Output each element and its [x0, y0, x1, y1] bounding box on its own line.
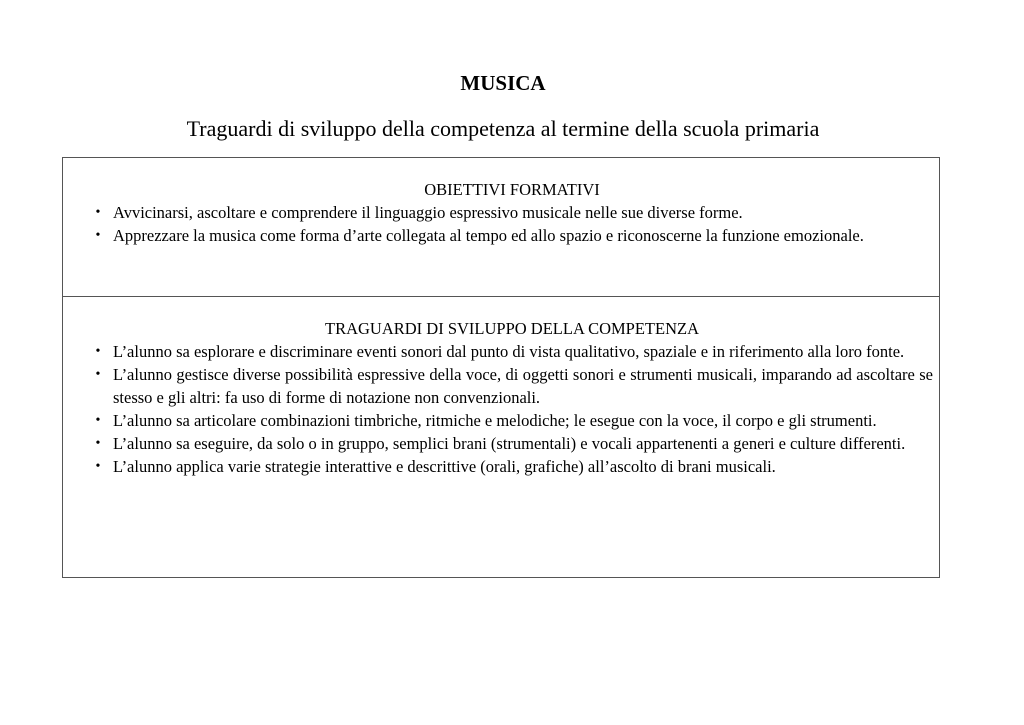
document-title: MUSICA — [460, 71, 546, 95]
list-item — [91, 340, 933, 363]
list-item-text: Avvicinarsi, ascoltare e comprendere il linguaggio espressivo musicale nelle sue diverse forme. — [113, 203, 743, 222]
content-table — [62, 157, 940, 578]
bullet-icon: • — [95, 367, 101, 382]
section-traguardi-sviluppo — [63, 297, 939, 577]
bullet-icon: • — [95, 205, 101, 220]
list-item-text: L’alunno gestisce diverse possibilità espressive della voce, di oggetti sonori e strumenti musicali, imparando ad ascoltare se stesso e gli altri: fa uso di forme di notazione non convenzionali. — [113, 365, 933, 407]
bullet-icon: • — [95, 228, 101, 243]
section-heading: OBIETTIVI FORMATIVI — [424, 180, 600, 199]
list-item — [91, 455, 933, 478]
bullet-list — [91, 340, 933, 478]
bullet-icon: • — [95, 344, 101, 359]
list-item-text: Apprezzare la musica come forma d’arte collegata al tempo ed allo spazio e riconoscerne la funzione emozionale. — [113, 226, 864, 245]
list-item-text: L’alunno sa eseguire, da solo o in gruppo, semplici brani (strumentali) e vocali appartenenti a generi e culture differenti. — [113, 434, 906, 453]
bullet-list — [91, 201, 933, 247]
list-item-text: L’alunno sa esplorare e discriminare eventi sonori dal punto di vista qualitativo, spaziale e in riferimento alla loro fonte. — [113, 342, 905, 361]
section-heading: TRAGUARDI DI SVILUPPO DELLA COMPETENZA — [325, 319, 699, 338]
list-item — [91, 409, 933, 432]
list-item — [91, 363, 933, 409]
list-item-text: L’alunno applica varie strategie interattive e descrittive (orali, grafiche) all’ascolto di brani musicali. — [113, 457, 776, 476]
list-item — [91, 224, 933, 247]
bullet-icon: • — [95, 436, 101, 451]
list-item — [91, 201, 933, 224]
document-subtitle: Traguardi di sviluppo della competenza al termine della scuola primaria — [186, 116, 820, 141]
bullet-icon: • — [95, 459, 101, 474]
section-obiettivi-formativi — [63, 158, 939, 297]
bullet-icon: • — [95, 413, 101, 428]
list-item-text: L’alunno sa articolare combinazioni timbriche, ritmiche e melodiche; le esegue con la voce, il corpo e gli strumenti. — [113, 411, 877, 430]
list-item — [91, 432, 933, 455]
